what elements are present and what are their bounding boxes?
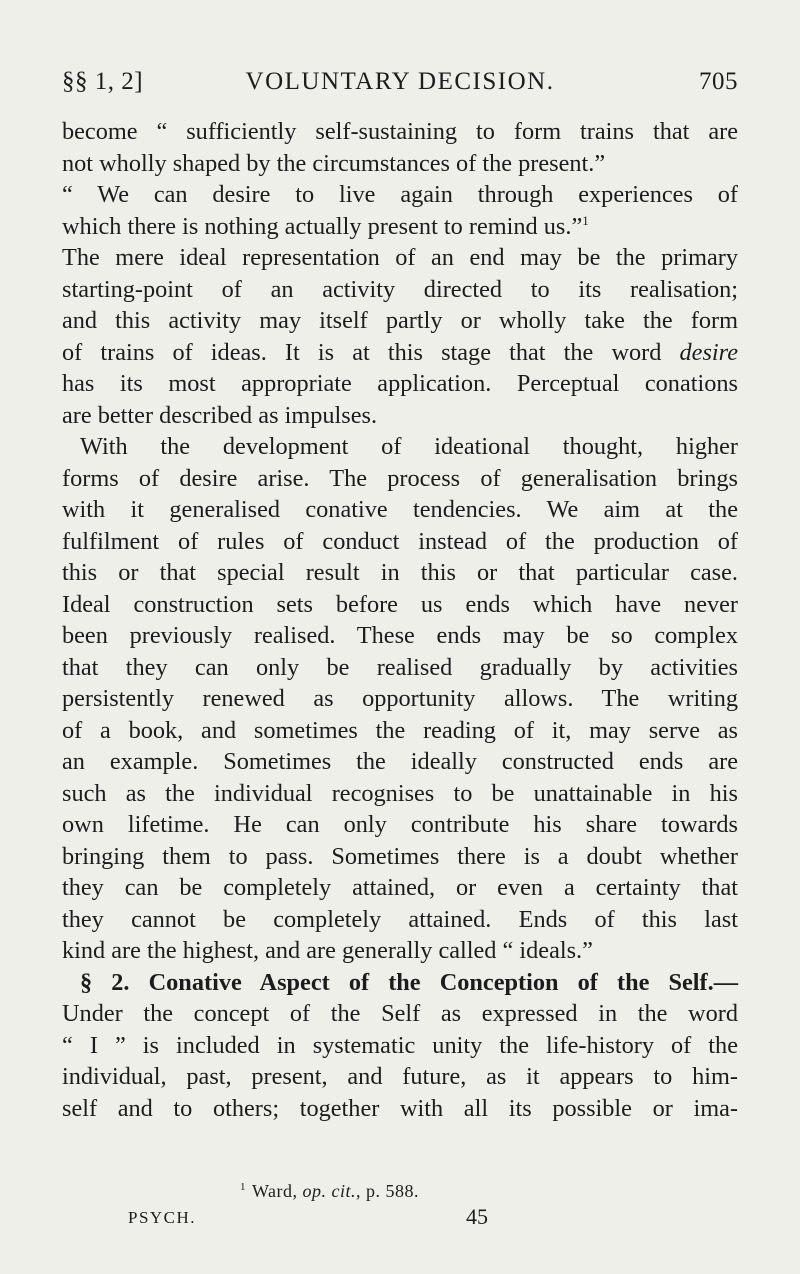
text-line: persistently renewed as opportunity allows. The writing xyxy=(62,685,738,712)
text-line: individual, past, present, and future, as it appears to him- xyxy=(62,1063,738,1090)
text-line: own lifetime. He can only contribute his share towards xyxy=(62,811,738,838)
footnote xyxy=(240,1181,419,1202)
text-line-with-note xyxy=(62,211,738,243)
italic-term: desire xyxy=(679,338,738,366)
text-line: they cannot be completely attained. Ends of this last xyxy=(62,905,738,933)
text-line: With the development of ideational thought, higher xyxy=(80,433,738,460)
text-line: Under the concept of the Self as expressed in the word xyxy=(62,1000,738,1027)
text-line: which there is nothing actually present to remind us.” xyxy=(62,212,583,240)
section-reference: §§ 1, 2] xyxy=(62,68,144,95)
text-line: are better described as impulses. xyxy=(62,401,378,429)
footnote-reference: 1 xyxy=(582,212,589,228)
text-line-with-italic xyxy=(62,337,738,369)
text-line: they can be completely attained, or even a certainty that xyxy=(62,874,738,901)
text-line: Ideal construction sets before us ends which have never xyxy=(62,590,738,618)
text-line: bringing them to pass. Sometimes there is a doubt whether xyxy=(62,842,738,870)
footnote-author: Ward, xyxy=(252,1181,298,1201)
signature-mark: PSYCH. xyxy=(128,1208,197,1227)
text-line: not wholly shaped by the circumstances of the present.” xyxy=(62,149,606,177)
text-line: fulfilment of rules of conduct instead of the production of xyxy=(62,527,738,555)
text-line: “ I ” is included in systematic unity the life-history of the xyxy=(62,1031,738,1059)
signature-number: 45 xyxy=(466,1204,488,1229)
text-line: with it generalised conative tendencies. We aim at the xyxy=(62,496,738,523)
section-heading: § 2. Conative Aspect of the Conception of the Self.— xyxy=(80,968,738,996)
text-line: become “ sufficiently self-sustaining to form trains that are xyxy=(62,118,738,145)
text-line: that they can only be realised gradually by activities xyxy=(62,653,738,681)
text-line: “ We can desire to live again through experiences of xyxy=(62,181,738,208)
footnote-citation: op. cit. xyxy=(302,1181,357,1201)
text-line: has its most appropriate application. Perceptual conations xyxy=(62,370,738,397)
chapter-title: VOLUNTARY DECISION. xyxy=(245,68,555,95)
body-text xyxy=(62,116,738,1124)
text-line: this or that special result in this or that particular case. xyxy=(62,559,738,586)
text-line: and this activity may itself partly or wholly take the form xyxy=(62,307,738,334)
text-line: an example. Sometimes the ideally constructed ends are xyxy=(62,748,738,775)
footnote-page: , p. 588. xyxy=(356,1181,420,1201)
text-line: The mere ideal representation of an end may be the primary xyxy=(62,244,738,271)
text-line: been previously realised. These ends may be so complex xyxy=(62,622,738,649)
text-line: starting-point of an activity directed to its realisation; xyxy=(62,275,738,303)
text-line: of trains of ideas. It is at this stage that the word xyxy=(62,338,662,366)
page-number: 705 xyxy=(699,68,738,95)
running-head xyxy=(62,68,738,108)
text-line: forms of desire arise. The process of generalisation brings xyxy=(62,464,738,492)
text-line: self and to others; together with all its possible or ima- xyxy=(62,1094,738,1122)
text-line: kind are the highest, and are generally called “ ideals.” xyxy=(62,937,593,964)
text-line: of a book, and sometimes the reading of it, may serve as xyxy=(62,716,738,744)
footnote-marker: 1 xyxy=(240,1181,246,1193)
text-line: such as the individual recognises to be unattainable in his xyxy=(62,779,738,807)
